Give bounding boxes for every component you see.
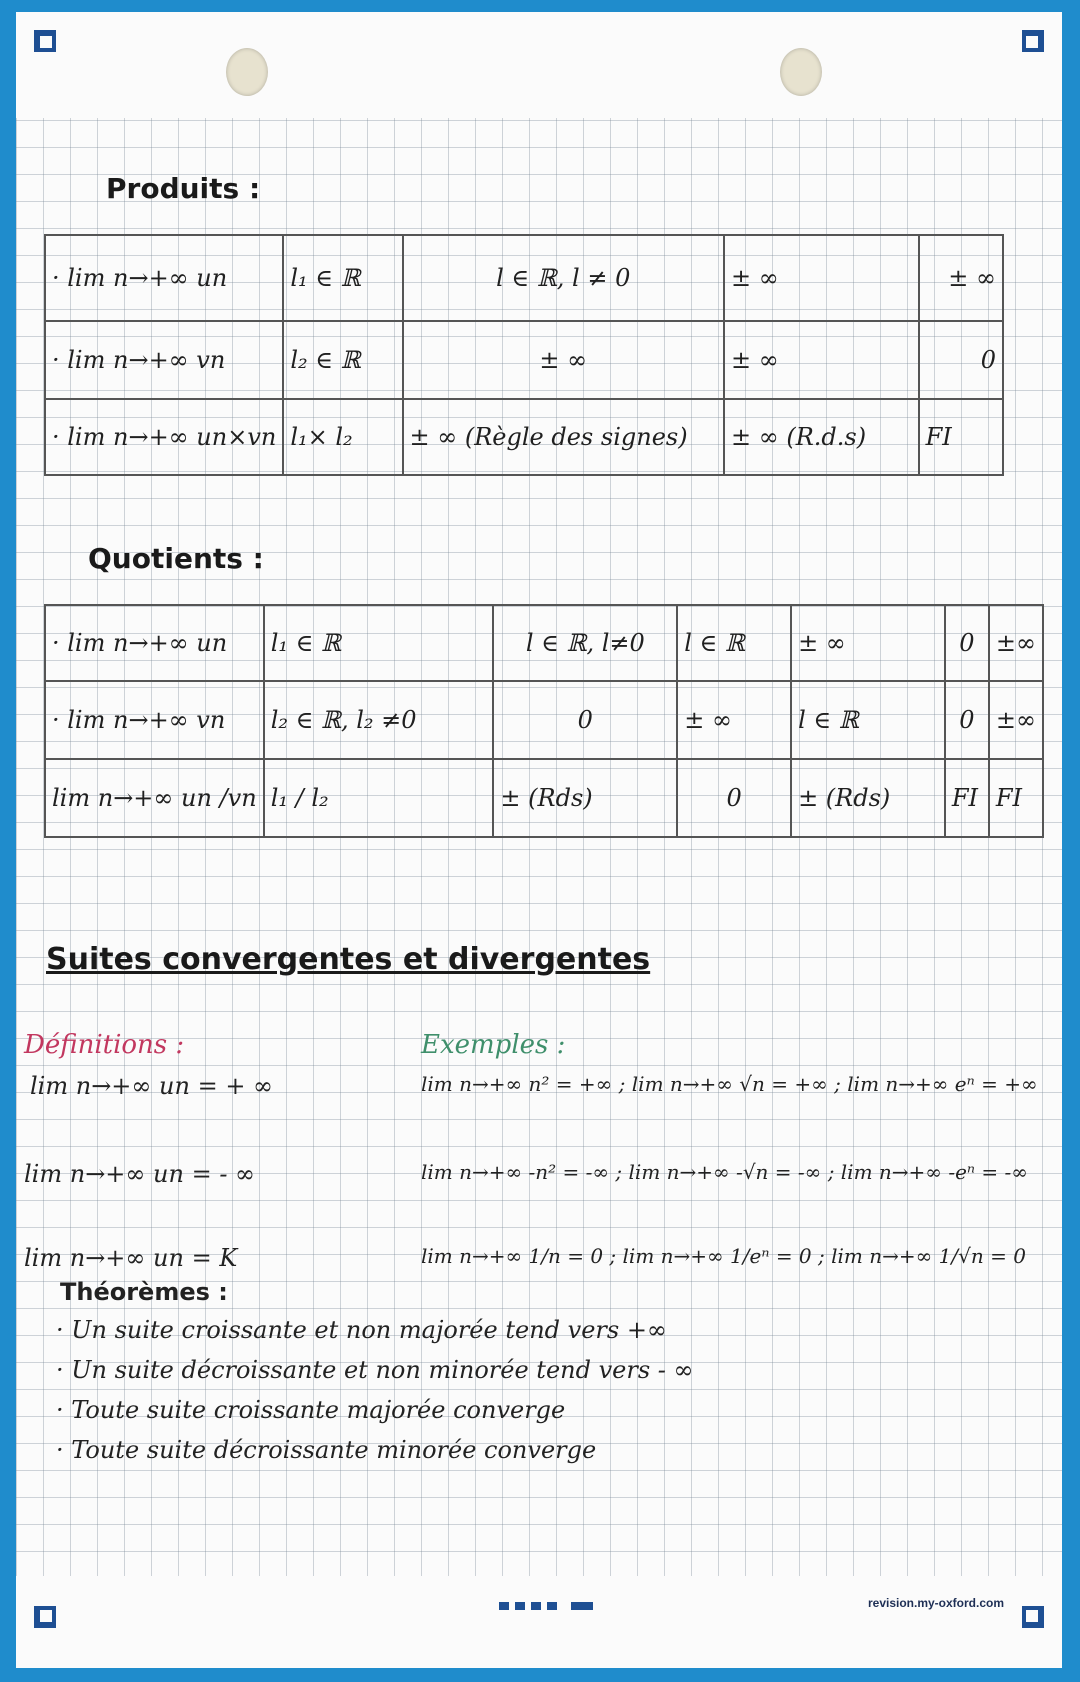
corner-mark-icon [34,1606,56,1628]
definition-item: lim n→+∞ un = + ∞ [30,1072,274,1100]
theorem-item: · Un suite décroissante et non minorée tend vers - ∞ [56,1356,694,1384]
section-title: Suites convergentes et divergentes [46,942,651,977]
example-item: lim n→+∞ 1/n = 0 ; lim n→+∞ 1/eⁿ = 0 ; lim n→+∞ 1/√n = 0 [421,1244,1026,1268]
header-band [16,12,1062,118]
definitions-label: Définitions : [24,1030,185,1060]
table-cell: ± (Rds) [493,759,677,837]
table-cell: l ∈ ℝ [677,605,791,681]
table-cell: ± ∞ [791,605,945,681]
table-cell: l ∈ ℝ, l ≠ 0 [403,235,724,321]
table-cell: ± ∞ [724,235,919,321]
quotients-title: Quotients : [88,542,264,575]
table-cell: lim n→+∞ un /vn [45,759,264,837]
theorem-item: · Toute suite croissante majorée converge [56,1396,566,1424]
table-cell: · lim n→+∞ un [45,605,264,681]
table-cell: ± (Rds) [791,759,945,837]
table-cell: l ∈ ℝ [791,681,945,759]
footer-band [16,1576,1062,1668]
table-row [45,681,1043,759]
table-cell: l₂ ∈ ℝ [283,321,402,399]
brand-url: revision.my-oxford.com [867,1596,1004,1610]
table-cell: 0 [493,681,677,759]
theoremes-label: Théorèmes : [60,1278,228,1306]
table-cell: · lim n→+∞ un [45,235,283,321]
table-cell: l₁ / l₂ [264,759,494,837]
table-row [45,399,1003,475]
table-cell: 0 [945,605,989,681]
table-row [45,759,1043,837]
definition-item: lim n→+∞ un = K [24,1244,238,1272]
corner-mark-icon [1022,30,1044,52]
table-cell: ±∞ [989,605,1043,681]
produits-table [44,234,1004,476]
table-cell: 0 [919,321,1003,399]
table-cell: ± ∞ [403,321,724,399]
table-cell: ± ∞ [677,681,791,759]
table-cell: 0 [677,759,791,837]
table-cell: l₁ ∈ ℝ [264,605,494,681]
table-cell: l₁ ∈ ℝ [283,235,402,321]
table-cell: FI [919,399,1003,475]
table-row [45,605,1043,681]
produits-title: Produits : [106,172,261,205]
example-item: lim n→+∞ -n² = -∞ ; lim n→+∞ -√n = -∞ ; lim n→+∞ -eⁿ = -∞ [421,1160,1028,1184]
table-cell: ± ∞ (R.d.s) [724,399,919,475]
punch-hole [226,48,268,96]
table-row [45,321,1003,399]
theorem-item: · Toute suite décroissante minorée converge [56,1436,597,1464]
corner-mark-icon [1022,1606,1044,1628]
table-cell: FI [989,759,1043,837]
table-cell: l ∈ ℝ, l≠0 [493,605,677,681]
table-cell: ± ∞ [724,321,919,399]
table-cell: ±∞ [989,681,1043,759]
table-row [45,235,1003,321]
theorem-item: · Un suite croissante et non majorée tend vers +∞ [56,1316,667,1344]
example-item: lim n→+∞ n² = +∞ ; lim n→+∞ √n = +∞ ; lim n→+∞ eⁿ = +∞ [421,1072,1038,1096]
table-cell: · lim n→+∞ vn [45,681,264,759]
table-cell: FI [945,759,989,837]
definition-item: lim n→+∞ un = - ∞ [24,1160,256,1188]
table-cell: ± ∞ (Règle des signes) [403,399,724,475]
exemples-label: Exemples : [421,1030,566,1060]
table-cell: ± ∞ [919,235,1003,321]
table-cell: l₁× l₂ [283,399,402,475]
punch-hole [780,48,822,96]
quotients-table [44,604,1044,838]
table-cell: 0 [945,681,989,759]
table-cell: · lim n→+∞ un×vn [45,399,283,475]
table-cell: · lim n→+∞ vn [45,321,283,399]
notebook-page [16,12,1062,1668]
table-cell: l₂ ∈ ℝ, l₂ ≠0 [264,681,494,759]
page-marker-icon [499,1602,593,1610]
corner-mark-icon [34,30,56,52]
